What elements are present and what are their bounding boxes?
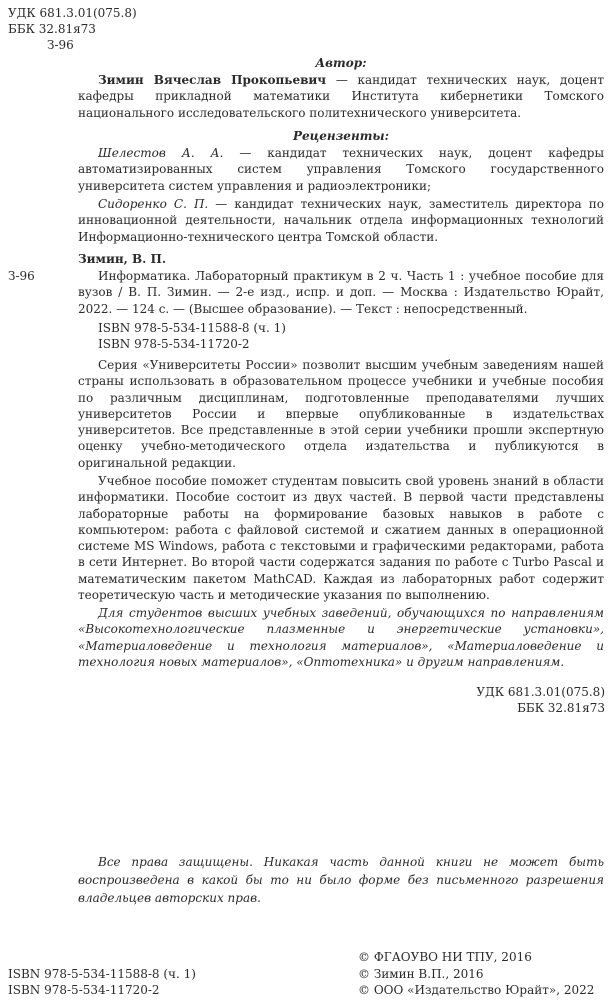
udk-code: УДК 681.3.01(075.8) <box>8 6 137 20</box>
annotation-content: Учебное пособие поможет студентам повысить свой уровень знаний в области информатики. Пособие состоит из двух частей. В первой части представлены лабораторные работы на формирование базовых навыков в работе с компьютером: работа с файловой системой и сжатием данных в операционной системе MS Windows, работа с текстовыми и графическими редакторами, работа в сети Интернет. Во второй части содержатся задания по работе с Turbo Pascal и математическим пакетом MathCAD. Каждая из лабораторных работ содержит теоретическую часть и методические указания по выполнению. <box>78 474 604 603</box>
bbk-repeat: ББК 32.81я73 <box>517 701 605 715</box>
bbk-code: ББК 32.81я73 <box>8 22 96 36</box>
author-paragraph <box>78 72 604 121</box>
isbn-part-1: ISBN 978-5-534-11588-8 (ч. 1) <box>98 321 286 335</box>
author-mark: З-96 <box>47 38 74 52</box>
copyright-author: © Зимин В.П., 2016 <box>358 967 484 981</box>
reviewers-heading: Рецензенты: <box>292 129 390 143</box>
rights-notice: Все права защищены. Никакая часть данной книги не может быть воспроизведена в какой бы то ни было форме без письменного разрешения владельцев авторских прав. <box>78 855 604 905</box>
udk-repeat: УДК 681.3.01(075.8) <box>476 685 605 699</box>
isbn-set: ISBN 978-5-534-11720-2 <box>98 337 250 351</box>
copyright-publisher: © ООО «Издательство Юрайт», 2022 <box>358 983 595 997</box>
reviewer-1 <box>78 145 604 194</box>
bibliographic-description: Информатика. Лабораторный практикум в 2 ч. Часть 1 : учебное пособие для вузов / В. П. Зимин. — 2-е изд., испр. и доп. — Москва : Издательство Юрайт, 2022. — 124 с. — (Высшее образование). — Текст : непосредственный. <box>78 269 604 316</box>
author-description: — кандидат технических наук, доцент кафедры прикладной математики Института кибернетики Томского национального исследовательского политехнического университета. <box>78 73 604 120</box>
author-name: Зимин Вячеслав Прокопьевич <box>98 73 327 87</box>
reviewer-2-description: — кандидат технических наук, заместитель директора по инновационной деятельности, начальник отдела информационных технологий Информационно-технического центра Томской области. <box>78 197 604 244</box>
reviewer-2 <box>78 196 604 245</box>
reviewer-1-description: — кандидат технических наук, доцент кафедры автоматизированных систем управления Томского государственного университета систем управления и радиоэлектроники; <box>78 146 605 193</box>
copyright-tpu: © ФГАОУВО НИ ТПУ, 2016 <box>358 950 532 964</box>
author-heading: Автор: <box>315 56 367 70</box>
audience-note: Для студентов высших учебных заведений, обучающихся по направлениям «Высокотехнологические плазменные и энергетические установки», «Материаловедение и технология материалов», «Материаловедение и технология новых материалов», «Оптотехника» и другим направлениям. <box>78 606 604 669</box>
footer-isbn-2: ISBN 978-5-534-11720-2 <box>8 983 160 997</box>
bibliographic-mark: З-96 <box>8 269 35 283</box>
footer-isbn-1: ISBN 978-5-534-11588-8 (ч. 1) <box>8 967 196 981</box>
annotation-series: Серия «Университеты России» позволит высшим учебным заведениям нашей страны использовать в образовательном процессе учебники и учебные пособия по различным дисциплинам, подготовленные преподавателями лучших университетов России и впервые опубликованные в издательствах университетов. Все представленные в этой серии учебники прошли экспертную оценку учебно-методического отдела издательства и публикуются в оригинальной редакции. <box>78 358 604 470</box>
reviewer-2-name: Сидоренко С. П. <box>98 197 209 211</box>
reviewer-1-name: Шелестов А. А. <box>98 146 224 160</box>
bibliographic-heading: Зимин, В. П. <box>78 252 167 266</box>
